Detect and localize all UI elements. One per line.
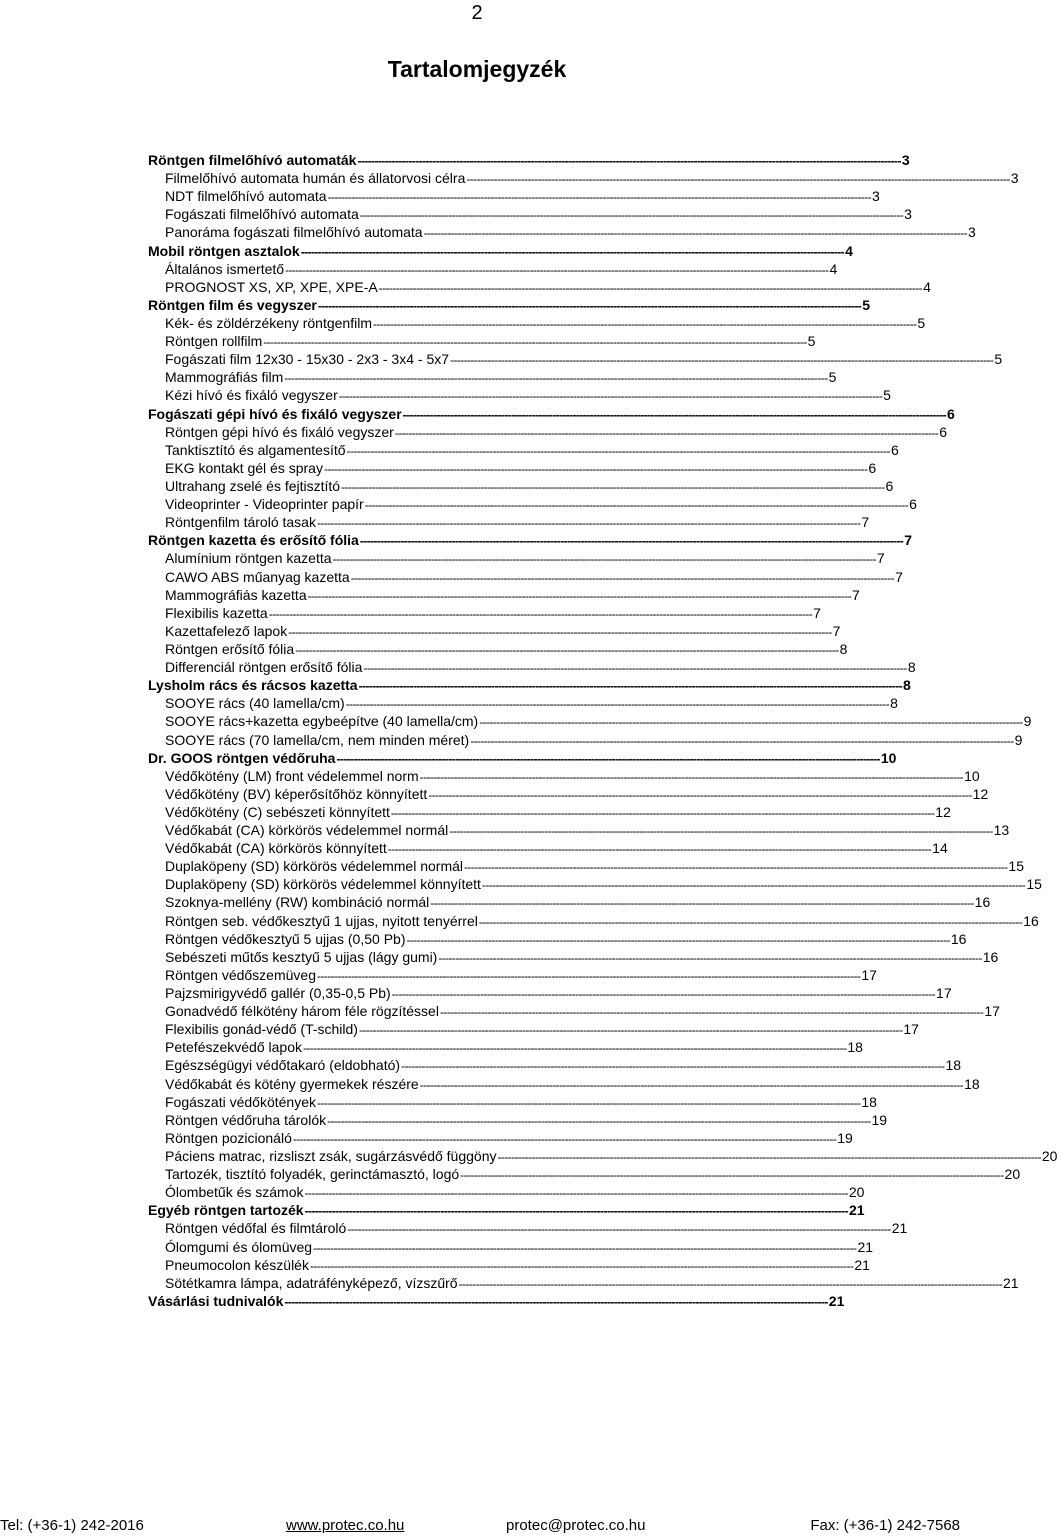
toc-entry-page-number: 5 — [917, 314, 926, 331]
toc-dot-leader: ---------------------------------------------------------------------------------------------------------------------------------------------------------------- — [359, 534, 904, 549]
toc-entry-page-number: 19 — [837, 1129, 853, 1146]
toc-section-entry[interactable] — [148, 242, 853, 260]
toc-entry-page-number: 5 — [828, 369, 837, 386]
toc-entry-page-number: 8 — [839, 640, 848, 657]
toc-dot-leader: ---------------------------------------------------------------------------------------------------------------------------------------------------------------- — [423, 226, 967, 241]
toc-dot-leader: ---------------------------------------------------------------------------------------------------------------------------------------------------------------- — [363, 661, 907, 676]
toc-entry-page-number: 8 — [907, 659, 916, 676]
toc-entry-label: Mobil röntgen asztalok — [148, 242, 300, 259]
toc-entry-page-number: 6 — [909, 496, 917, 513]
toc-dot-leader: ---------------------------------------------------------------------------------------------------------------------------------------------------------------- — [316, 516, 861, 531]
toc-dot-leader: ---------------------------------------------------------------------------------------------------------------------------------------------------------------- — [357, 154, 901, 168]
toc-subsection-entry[interactable] — [148, 314, 926, 332]
toc-entry-page-number: 20 — [848, 1184, 865, 1201]
toc-subsection-entry[interactable] — [148, 495, 917, 513]
toc-dot-leader: ---------------------------------------------------------------------------------------------------------------------------------------------------------------- — [346, 443, 890, 458]
toc-entry-label: Röntgen filmelőhívó automaták — [148, 152, 357, 168]
toc-entry-label: Röntgen védőfal és filmtároló — [165, 1220, 347, 1237]
toc-dot-leader: ---------------------------------------------------------------------------------------------------------------------------------------------------------------- — [458, 1276, 1002, 1291]
toc-entry-label: Pneumocolon készülék — [165, 1256, 309, 1273]
toc-entry-page-number: 3 — [901, 152, 910, 168]
toc-dot-leader: ---------------------------------------------------------------------------------------------------------------------------------------------------------------- — [464, 860, 1008, 875]
toc-subsection-entry[interactable] — [148, 441, 899, 459]
toc-entry-page-number: 6 — [868, 459, 877, 476]
toc-dot-leader: ---------------------------------------------------------------------------------------------------------------------------------------------------------------- — [390, 805, 935, 820]
toc-dot-leader: ---------------------------------------------------------------------------------------------------------------------------------------------------------------- — [332, 552, 876, 567]
toc-dot-leader: ---------------------------------------------------------------------------------------------------------------------------------------------------------------- — [285, 262, 829, 277]
toc-section-entry[interactable] — [148, 1201, 865, 1219]
toc-subsection-entry[interactable] — [148, 1274, 1019, 1292]
table-of-contents — [148, 151, 1057, 1310]
toc-entry-page-number: 10 — [964, 767, 980, 784]
toc-entry-label: NDT filmelőhívó automata — [165, 188, 327, 205]
toc-entry-page-number: 7 — [895, 568, 903, 585]
toc-entry-label: Mammográfiás film — [165, 369, 284, 386]
toc-entry-page-number: 3 — [967, 224, 976, 241]
toc-subsection-entry[interactable] — [148, 260, 838, 278]
toc-entry-page-number: 14 — [932, 840, 948, 857]
toc-entry-label: Mammográfiás kazetta — [165, 586, 307, 603]
toc-entry-label: Panoráma fogászati filmelőhívó automata — [165, 224, 423, 241]
toc-entry-label: Fogászati gépi hívó és fixáló vegyszer — [148, 405, 402, 422]
toc-subsection-entry[interactable] — [148, 1111, 888, 1129]
toc-subsection-entry[interactable] — [148, 821, 1010, 839]
toc-entry-label: SOOYE rács (70 lamella/cm, nem minden méret) — [165, 731, 470, 748]
toc-subsection-entry[interactable] — [148, 966, 877, 984]
footer-phone: Tel: (+36-1) 242-2016 — [0, 1517, 144, 1534]
toc-subsection-entry[interactable] — [148, 731, 1023, 749]
toc-entry-label: Röntgen erősítő fólia — [165, 640, 295, 657]
toc-entry-page-number: 7 — [832, 622, 841, 639]
toc-entry-page-number: 6 — [890, 441, 899, 458]
toc-dot-leader: ---------------------------------------------------------------------------------------------------------------------------------------------------------------- — [387, 842, 932, 857]
toc-dot-leader: ---------------------------------------------------------------------------------------------------------------------------------------------------------------- — [304, 1186, 848, 1201]
toc-entry-page-number: 4 — [845, 242, 853, 259]
toc-subsection-entry[interactable] — [148, 839, 948, 857]
toc-entry-label: Sötétkamra lámpa, adatráfényképező, vízszűrő — [165, 1274, 458, 1291]
toc-subsection-entry[interactable] — [148, 658, 916, 676]
toc-dot-leader: ---------------------------------------------------------------------------------------------------------------------------------------------------------------- — [378, 280, 923, 295]
toc-subsection-entry[interactable] — [148, 875, 1042, 893]
toc-dot-leader: ---------------------------------------------------------------------------------------------------------------------------------------------------------------- — [284, 1294, 828, 1309]
toc-entry-page-number: 7 — [876, 550, 885, 567]
toc-dot-leader: ---------------------------------------------------------------------------------------------------------------------------------------------------------------- — [323, 461, 868, 476]
toc-dot-leader: ---------------------------------------------------------------------------------------------------------------------------------------------------------------- — [292, 1131, 837, 1146]
toc-subsection-entry[interactable] — [148, 1056, 962, 1074]
toc-entry-page-number: 6 — [947, 405, 955, 422]
toc-entry-page-number: 17 — [936, 985, 952, 1002]
toc-entry-label: Dr. GOOS röntgen védőruha — [148, 749, 336, 766]
toc-section-entry[interactable] — [148, 151, 910, 169]
toc-dot-leader: ---------------------------------------------------------------------------------------------------------------------------------------------------------------- — [402, 407, 947, 422]
toc-entry-label: Védőkötény (C) sebészeti könnyített — [165, 803, 390, 820]
toc-entry-page-number: 17 — [903, 1021, 919, 1038]
toc-subsection-entry[interactable] — [148, 332, 816, 350]
toc-dot-leader: ---------------------------------------------------------------------------------------------------------------------------------------------------------------- — [430, 896, 974, 911]
toc-subsection-entry[interactable] — [148, 549, 885, 567]
toc-dot-leader: ---------------------------------------------------------------------------------------------------------------------------------------------------------------- — [497, 1150, 1041, 1165]
toc-entry-page-number: 21 — [891, 1220, 908, 1237]
toc-entry-page-number: 7 — [861, 514, 870, 531]
toc-entry-label: Tanktisztító és algamentesítő — [165, 441, 346, 458]
toc-entry-label: Egyéb röntgen tartozék — [148, 1202, 304, 1219]
toc-entry-page-number: 21 — [828, 1292, 845, 1309]
toc-dot-leader: ---------------------------------------------------------------------------------------------------------------------------------------------------------------- — [284, 371, 828, 386]
toc-entry-page-number: 20 — [1041, 1148, 1057, 1165]
toc-section-entry[interactable] — [148, 405, 955, 423]
toc-subsection-entry[interactable] — [148, 169, 1019, 187]
toc-entry-label: Videoprinter - Videoprinter papír — [165, 496, 364, 513]
toc-dot-leader: ---------------------------------------------------------------------------------------------------------------------------------------------------------------- — [466, 172, 1010, 187]
toc-dot-leader: ---------------------------------------------------------------------------------------------------------------------------------------------------------------- — [345, 697, 890, 712]
toc-entry-page-number: 18 — [945, 1057, 962, 1074]
toc-dot-leader: ---------------------------------------------------------------------------------------------------------------------------------------------------------------- — [364, 498, 909, 513]
toc-entry-page-number: 5 — [994, 351, 1003, 368]
toc-dot-leader: ---------------------------------------------------------------------------------------------------------------------------------------------------------------- — [300, 244, 845, 259]
toc-entry-page-number: 8 — [903, 677, 911, 694]
toc-section-entry[interactable] — [148, 1292, 845, 1310]
toc-entry-label: Ólomgumi és ólomüveg — [165, 1238, 313, 1255]
toc-entry-page-number: 12 — [972, 785, 989, 802]
toc-entry-page-number: 3 — [1010, 170, 1019, 187]
toc-entry-page-number: 18 — [964, 1075, 980, 1092]
toc-subsection-entry[interactable] — [148, 640, 848, 658]
toc-dot-leader: ---------------------------------------------------------------------------------------------------------------------------------------------------------------- — [449, 824, 993, 839]
toc-dot-leader: ---------------------------------------------------------------------------------------------------------------------------------------------------------------- — [479, 715, 1023, 730]
toc-dot-leader: ---------------------------------------------------------------------------------------------------------------------------------------------------------------- — [288, 624, 832, 639]
toc-entry-label: SOOYE rács (40 lamella/cm) — [165, 695, 345, 712]
toc-subsection-entry[interactable] — [148, 1238, 874, 1256]
toc-subsection-entry[interactable] — [148, 1256, 870, 1274]
toc-entry-page-number: 17 — [861, 966, 877, 983]
footer-email: protec@protec.co.hu — [506, 1517, 646, 1534]
toc-entry-label: Flexibilis gonád-védő (T-schild) — [165, 1021, 358, 1038]
toc-subsection-entry[interactable] — [148, 1002, 1000, 1020]
toc-dot-leader: ---------------------------------------------------------------------------------------------------------------------------------------------------------------- — [338, 389, 883, 404]
toc-entry-label: Röntgenfilm tároló tasak — [165, 514, 316, 531]
toc-entry-label: Védőkabát és kötény gyermekek részére — [165, 1075, 419, 1092]
toc-subsection-entry[interactable] — [148, 350, 1003, 368]
toc-dot-leader: ---------------------------------------------------------------------------------------------------------------------------------------------------------------- — [350, 570, 895, 585]
toc-subsection-entry[interactable] — [148, 1147, 1057, 1165]
toc-dot-leader: ---------------------------------------------------------------------------------------------------------------------------------------------------------------- — [307, 588, 851, 603]
toc-subsection-entry[interactable] — [148, 1219, 908, 1237]
toc-subsection-entry[interactable] — [148, 368, 837, 386]
toc-entry-page-number: 16 — [982, 948, 999, 965]
toc-dot-leader: ---------------------------------------------------------------------------------------------------------------------------------------------------------------- — [391, 987, 936, 1002]
toc-subsection-entry[interactable] — [148, 205, 912, 223]
toc-entry-label: Röntgen védőruha tárolók — [165, 1111, 327, 1128]
toc-dot-leader: ---------------------------------------------------------------------------------------------------------------------------------------------------------------- — [327, 1113, 871, 1128]
toc-subsection-entry[interactable] — [148, 912, 1039, 930]
page-number: 2 — [471, 2, 483, 24]
toc-entry-label: Kazettafelező lapok — [165, 622, 288, 639]
toc-entry-label: Védőkötény (LM) front védelemmel norm — [165, 767, 419, 784]
toc-entry-page-number: 7 — [813, 604, 821, 621]
toc-subsection-entry[interactable] — [148, 586, 860, 604]
toc-dot-leader: ---------------------------------------------------------------------------------------------------------------------------------------------------------------- — [419, 769, 964, 784]
toc-entry-label: Védőkötény (BV) képerősítőhöz könnyített — [165, 785, 428, 802]
toc-entry-page-number: 3 — [871, 188, 880, 205]
toc-entry-label: PROGNOST XS, XP, XPE, XPE-A — [165, 278, 378, 295]
toc-subsection-entry[interactable] — [148, 477, 894, 495]
toc-subsection-entry[interactable] — [148, 1129, 853, 1147]
toc-entry-label: CAWO ABS műanyag kazetta — [165, 568, 350, 585]
toc-entry-label: Egészségügyi védőtakaró (eldobható) — [165, 1057, 401, 1074]
toc-entry-page-number: 21 — [857, 1238, 874, 1255]
toc-subsection-entry[interactable] — [148, 622, 841, 640]
toc-entry-label: Páciens matrac, rizsliszt zsák, sugárzásvédő függöny — [165, 1148, 497, 1165]
toc-entry-label: Duplaköpeny (SD) körkörös védelemmel normál — [165, 858, 464, 875]
toc-entry-page-number: 12 — [935, 803, 951, 820]
toc-dot-leader: ---------------------------------------------------------------------------------------------------------------------------------------------------------------- — [309, 1258, 854, 1273]
toc-dot-leader: ---------------------------------------------------------------------------------------------------------------------------------------------------------------- — [316, 1095, 861, 1110]
toc-subsection-entry[interactable] — [148, 604, 821, 622]
toc-subsection-entry[interactable] — [148, 785, 989, 803]
toc-dot-leader: ---------------------------------------------------------------------------------------------------------------------------------------------------------------- — [302, 1041, 847, 1056]
toc-dot-leader: ---------------------------------------------------------------------------------------------------------------------------------------------------------------- — [394, 425, 939, 440]
toc-subsection-entry[interactable] — [148, 767, 980, 785]
toc-dot-leader: ---------------------------------------------------------------------------------------------------------------------------------------------------------------- — [438, 950, 982, 965]
toc-entry-label: Lysholm rács és rácsos kazetta — [148, 677, 358, 694]
toc-dot-leader: ---------------------------------------------------------------------------------------------------------------------------------------------------------------- — [401, 1059, 945, 1074]
toc-dot-leader: ---------------------------------------------------------------------------------------------------------------------------------------------------------------- — [406, 932, 950, 947]
toc-entry-page-number: 21 — [848, 1202, 865, 1219]
toc-entry-page-number: 7 — [904, 532, 913, 549]
toc-entry-page-number: 16 — [950, 930, 967, 947]
toc-entry-label: Röntgen film és vegyszer — [148, 296, 317, 313]
toc-entry-label: Röntgen pozicionáló — [165, 1129, 292, 1146]
toc-entry-label: Védőkabát (CA) körkörös könnyített — [165, 840, 387, 857]
toc-dot-leader: ---------------------------------------------------------------------------------------------------------------------------------------------------------------- — [327, 190, 871, 205]
toc-subsection-entry[interactable] — [148, 1183, 865, 1201]
toc-entry-page-number: 4 — [923, 278, 931, 295]
toc-dot-leader: ---------------------------------------------------------------------------------------------------------------------------------------------------------------- — [359, 208, 904, 223]
toc-entry-label: Röntgen kazetta és erősítő fólia — [148, 532, 359, 549]
toc-entry-label: Differenciál röntgen erősítő fólia — [165, 659, 363, 676]
toc-dot-leader: ---------------------------------------------------------------------------------------------------------------------------------------------------------------- — [313, 1240, 857, 1255]
toc-entry-page-number: 6 — [885, 477, 894, 494]
toc-subsection-entry[interactable] — [148, 893, 991, 911]
toc-dot-leader: ---------------------------------------------------------------------------------------------------------------------------------------------------------------- — [317, 298, 862, 313]
toc-dot-leader: ---------------------------------------------------------------------------------------------------------------------------------------------------------------- — [317, 968, 861, 983]
toc-subsection-entry[interactable] — [148, 694, 898, 712]
toc-subsection-entry[interactable] — [148, 513, 870, 531]
toc-subsection-entry[interactable] — [148, 803, 951, 821]
toc-subsection-entry[interactable] — [148, 1020, 919, 1038]
toc-entry-label: Duplaköpeny (SD) körkörös védelemmel könnyített — [165, 876, 481, 893]
toc-entry-page-number: 16 — [974, 894, 991, 911]
toc-subsection-entry[interactable] — [148, 948, 999, 966]
toc-entry-page-number: 20 — [1004, 1166, 1021, 1183]
toc-subsection-entry[interactable] — [148, 1038, 863, 1056]
toc-entry-label: SOOYE rács+kazetta egybeépítve (40 lamella/cm) — [165, 713, 479, 730]
toc-entry-page-number: 18 — [847, 1039, 863, 1056]
page-title: Tartalomjegyzék — [387, 56, 567, 82]
toc-section-entry[interactable] — [148, 749, 897, 767]
toc-dot-leader: ---------------------------------------------------------------------------------------------------------------------------------------------------------------- — [268, 606, 813, 621]
toc-entry-page-number: 9 — [1023, 713, 1032, 730]
toc-entry-page-number: 16 — [1023, 912, 1039, 929]
toc-section-entry[interactable] — [148, 296, 871, 314]
toc-dot-leader: ---------------------------------------------------------------------------------------------------------------------------------------------------------------- — [428, 787, 972, 802]
toc-entry-page-number: 10 — [880, 749, 897, 766]
toc-dot-leader: ---------------------------------------------------------------------------------------------------------------------------------------------------------------- — [358, 1023, 903, 1038]
toc-dot-leader: ---------------------------------------------------------------------------------------------------------------------------------------------------------------- — [373, 316, 917, 331]
toc-subsection-entry[interactable] — [148, 386, 891, 404]
toc-entry-page-number: 18 — [861, 1093, 877, 1110]
toc-entry-label: Fogászati filmelőhívó automata — [165, 206, 359, 223]
footer-website-link[interactable]: www.protec.co.hu — [286, 1517, 405, 1534]
toc-entry-label: Vásárlási tudnivalók — [148, 1292, 284, 1309]
toc-dot-leader: ---------------------------------------------------------------------------------------------------------------------------------------------------------------- — [336, 751, 880, 766]
toc-subsection-entry[interactable] — [148, 423, 947, 441]
toc-entry-label: Védőkabát (CA) körkörös védelemmel normál — [165, 822, 449, 839]
toc-dot-leader: ---------------------------------------------------------------------------------------------------------------------------------------------------------------- — [304, 1204, 848, 1219]
toc-entry-page-number: 7 — [852, 586, 860, 603]
toc-entry-label: Fogászati védőkötények — [165, 1093, 316, 1110]
toc-dot-leader: ---------------------------------------------------------------------------------------------------------------------------------------------------------------- — [481, 878, 1026, 893]
toc-entry-label: Szoknya-mellény (RW) kombináció normál — [165, 894, 430, 911]
toc-dot-leader: ---------------------------------------------------------------------------------------------------------------------------------------------------------------- — [478, 914, 1023, 929]
toc-entry-label: Gonadvédő félkötény három féle rögzítéssel — [165, 1003, 439, 1020]
toc-subsection-entry[interactable] — [148, 187, 880, 205]
toc-section-entry[interactable] — [148, 531, 913, 549]
toc-entry-label: Alumínium röntgen kazetta — [165, 550, 332, 567]
toc-entry-page-number: 5 — [862, 296, 871, 313]
footer-fax: Fax: (+36-1) 242-7568 — [810, 1517, 960, 1534]
toc-entry-page-number: 17 — [984, 1003, 1000, 1020]
toc-dot-leader: ---------------------------------------------------------------------------------------------------------------------------------------------------------------- — [295, 642, 839, 657]
toc-entry-page-number: 3 — [904, 206, 912, 223]
toc-subsection-entry[interactable] — [148, 857, 1024, 875]
toc-entry-label: Röntgen rollfilm — [165, 333, 263, 350]
toc-entry-page-number: 21 — [1002, 1274, 1019, 1291]
toc-entry-label: Sebészeti műtős kesztyű 5 ujjas (lágy gumi) — [165, 948, 438, 965]
toc-dot-leader: ---------------------------------------------------------------------------------------------------------------------------------------------------------------- — [263, 335, 807, 350]
toc-dot-leader: ---------------------------------------------------------------------------------------------------------------------------------------------------------------- — [358, 679, 902, 694]
toc-dot-leader: ---------------------------------------------------------------------------------------------------------------------------------------------------------------- — [450, 353, 994, 368]
footer — [0, 1512, 960, 1534]
toc-dot-leader: ---------------------------------------------------------------------------------------------------------------------------------------------------------------- — [470, 733, 1014, 748]
toc-subsection-entry[interactable] — [148, 984, 952, 1002]
toc-subsection-entry[interactable] — [148, 1075, 980, 1093]
toc-dot-leader: ---------------------------------------------------------------------------------------------------------------------------------------------------------------- — [341, 479, 885, 494]
toc-entry-label: Fogászati film 12x30 - 15x30 - 2x3 - 3x4 - 5x7 — [165, 351, 450, 368]
toc-entry-label: Ólombetűk és számok — [165, 1184, 304, 1201]
toc-entry-page-number: 5 — [883, 387, 891, 404]
toc-entry-page-number: 9 — [1014, 731, 1023, 748]
toc-entry-label: Flexibilis kazetta — [165, 604, 268, 621]
toc-subsection-entry[interactable] — [148, 278, 931, 296]
toc-entry-label: Röntgen védőszemüveg — [165, 966, 316, 983]
toc-entry-label: Kézi hívó és fixáló vegyszer — [165, 387, 338, 404]
toc-entry-label: EKG kontakt gél és spray — [165, 459, 323, 476]
toc-entry-label: Röntgen seb. védőkesztyű 1 ujjas, nyitott tenyérrel — [165, 912, 478, 929]
toc-subsection-entry[interactable] — [148, 459, 877, 477]
toc-subsection-entry[interactable] — [148, 930, 967, 948]
toc-entry-label: Pajzsmirigyvédő gallér (0,35-0,5 Pb) — [165, 985, 391, 1002]
toc-entry-label: Tartozék, tisztító folyadék, gerinctámasztó, logó — [165, 1166, 460, 1183]
toc-entry-page-number: 5 — [807, 333, 816, 350]
toc-dot-leader: ---------------------------------------------------------------------------------------------------------------------------------------------------------------- — [347, 1222, 891, 1237]
toc-subsection-entry[interactable] — [148, 223, 976, 241]
toc-entry-label: Filmelőhívó automata humán és állatorvosi célra — [165, 170, 466, 187]
toc-entry-label: Kék- és zöldérzékeny röntgenfilm — [165, 314, 372, 331]
toc-entry-page-number: 21 — [854, 1256, 870, 1273]
toc-entry-label: Petefészekvédő lapok — [165, 1039, 302, 1056]
toc-dot-leader: ---------------------------------------------------------------------------------------------------------------------------------------------------------------- — [419, 1077, 964, 1092]
toc-entry-label: Röntgen gépi hívó és fixáló vegyszer — [165, 423, 394, 440]
toc-subsection-entry[interactable] — [148, 1165, 1021, 1183]
toc-subsection-entry[interactable] — [148, 712, 1032, 730]
toc-entry-page-number: 13 — [993, 822, 1010, 839]
toc-entry-page-number: 6 — [939, 423, 947, 440]
toc-entry-label: Röntgen védőkesztyű 5 ujjas (0,50 Pb) — [165, 930, 406, 947]
toc-subsection-entry[interactable] — [148, 568, 903, 586]
toc-subsection-entry[interactable] — [148, 1093, 877, 1111]
toc-entry-page-number: 15 — [1008, 858, 1024, 875]
toc-entry-label: Általános ismertető — [165, 260, 285, 277]
toc-entry-page-number: 4 — [829, 260, 838, 277]
toc-entry-page-number: 8 — [890, 695, 898, 712]
toc-dot-leader: ---------------------------------------------------------------------------------------------------------------------------------------------------------------- — [460, 1168, 1004, 1183]
toc-section-entry[interactable] — [148, 676, 911, 694]
toc-entry-page-number: 15 — [1026, 876, 1042, 893]
toc-entry-page-number: 19 — [871, 1111, 888, 1128]
toc-entry-label: Ultrahang zselé és fejtisztító — [165, 477, 341, 494]
toc-dot-leader: ---------------------------------------------------------------------------------------------------------------------------------------------------------------- — [439, 1005, 984, 1020]
